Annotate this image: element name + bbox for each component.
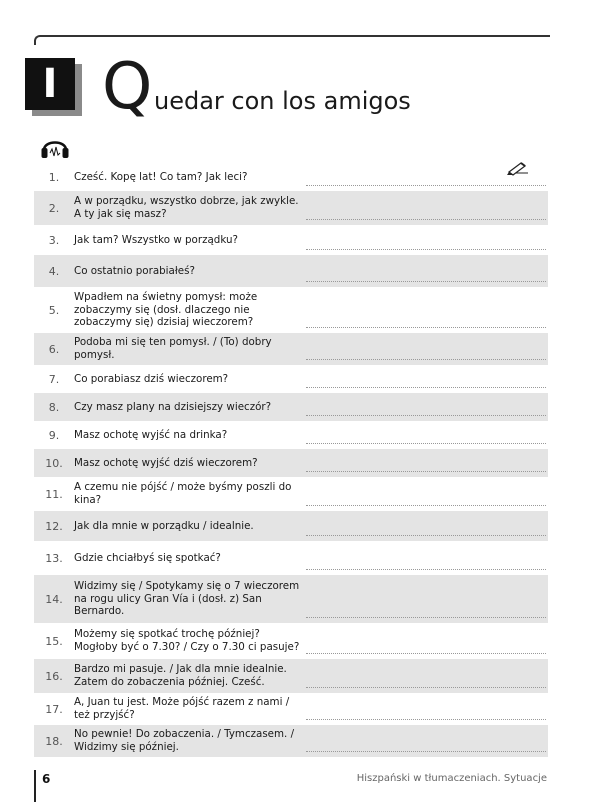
phrase-row [34, 191, 548, 225]
phrase-text: A, Juan tu jest. Może pójść razem z nami / też przyjść? [74, 696, 290, 721]
answer-line[interactable] [302, 449, 548, 477]
phrase-number: 7. [48, 372, 60, 386]
phrase-text: Masz ochotę wyjść na drinka? [74, 428, 228, 441]
phrase-text: Gdzie chciałbyś się spotkać? [74, 551, 221, 564]
phrase-row [34, 659, 548, 693]
answer-line[interactable] [302, 693, 548, 725]
phrase-text: Czy masz plany na dzisiejszy wieczór? [74, 400, 272, 413]
phrase-row [34, 477, 548, 511]
footer-book-title: Hiszpański w tłumaczeniach. Sytuacje [356, 773, 547, 784]
answer-line[interactable] [302, 393, 548, 421]
phrase-number: 8. [48, 400, 60, 414]
answer-line[interactable] [302, 333, 548, 365]
phrase-text: Podoba mi się ten pomysł. / (To) dobry pomysł. [74, 336, 272, 361]
page-frame [34, 35, 550, 45]
phrase-row [34, 287, 548, 333]
phrase-number: 4. [48, 264, 60, 278]
answer-line[interactable] [302, 191, 548, 225]
phrase-row [34, 575, 548, 623]
answer-line[interactable] [302, 225, 548, 255]
headphones-icon [40, 134, 70, 160]
answer-line[interactable] [302, 541, 548, 575]
answer-line[interactable] [302, 421, 548, 449]
phrase-text: A w porządku, wszystko dobrze, jak zwykle. A ty jak się masz? [74, 195, 299, 220]
phrase-text: A czemu nie pójść / może byśmy poszli do kina? [74, 481, 292, 506]
phrase-text: Wpadłem na świetny pomysł: może zobaczymy się (dosł. dlaczego nie zobaczymy się) dzisiaj wieczorem? [74, 291, 258, 329]
phrase-text: Jak tam? Wszystko w porządku? [74, 233, 238, 246]
phrase-row [34, 365, 548, 393]
phrase-number: 9. [48, 428, 60, 442]
phrase-number: 16. [45, 669, 63, 683]
phrase-list [34, 163, 548, 757]
phrase-number: 10. [45, 456, 63, 470]
answer-line[interactable] [302, 511, 548, 541]
phrase-number: 2. [48, 201, 60, 215]
phrase-row [34, 725, 548, 757]
phrase-row [34, 163, 548, 191]
chapter-number: I [42, 61, 58, 107]
phrase-number: 12. [45, 519, 63, 533]
answer-line[interactable] [302, 623, 548, 659]
phrase-number: 6. [48, 342, 60, 356]
phrase-text: Cześć. Kopę lat! Co tam? Jak leci? [74, 170, 248, 183]
phrase-row [34, 421, 548, 449]
answer-line[interactable] [302, 255, 548, 287]
answer-line[interactable] [302, 287, 548, 333]
footer-rule [34, 770, 36, 802]
phrase-number: 14. [45, 592, 63, 606]
phrase-row [34, 693, 548, 725]
phrase-text: Bardzo mi pasuje. / Jak dla mnie idealnie. Zatem do zobaczenia później. Cześć. [74, 663, 287, 688]
phrase-number: 3. [48, 233, 60, 247]
phrase-text: Masz ochotę wyjść dziś wieczorem? [74, 456, 258, 469]
phrase-number: 5. [48, 303, 60, 317]
chapter-title: uedar con los amigos [154, 87, 411, 115]
phrase-row [34, 255, 548, 287]
phrase-row [34, 449, 548, 477]
phrase-row [34, 511, 548, 541]
phrase-text: Jak dla mnie w porządku / idealnie. [74, 519, 254, 532]
phrase-row [34, 541, 548, 575]
phrase-number: 13. [45, 551, 63, 565]
answer-line[interactable] [302, 659, 548, 693]
phrase-row [34, 393, 548, 421]
answer-line[interactable] [302, 365, 548, 393]
chapter-number-badge [25, 58, 75, 110]
answer-line[interactable] [302, 725, 548, 757]
phrase-number: 1. [48, 170, 60, 184]
phrase-text: Co porabiasz dziś wieczorem? [74, 372, 229, 385]
phrase-number: 17. [45, 702, 63, 716]
phrase-text: No pewnie! Do zobaczenia. / Tymczasem. / Widzimy się później. [74, 728, 295, 753]
phrase-number: 18. [45, 734, 63, 748]
page-number: 6 [42, 772, 51, 786]
answer-line[interactable] [302, 575, 548, 623]
answer-line[interactable] [302, 163, 548, 191]
phrase-row [34, 333, 548, 365]
phrase-text: Możemy się spotkać trochę później? Mogłoby być o 7.30? / Czy o 7.30 ci pasuje? [74, 628, 300, 653]
phrase-number: 15. [45, 634, 63, 648]
phrase-row [34, 225, 548, 255]
phrase-text: Co ostatnio porabiałeś? [74, 264, 195, 277]
phrase-row [34, 623, 548, 659]
chapter-title-initial: Q [102, 50, 153, 124]
answer-line[interactable] [302, 477, 548, 511]
phrase-number: 11. [45, 487, 63, 501]
phrase-text: Widzimy się / Spotykamy się o 7 wieczorem na rogu ulicy Gran Vía i (dosł. z) San Bernardo. [74, 580, 300, 618]
